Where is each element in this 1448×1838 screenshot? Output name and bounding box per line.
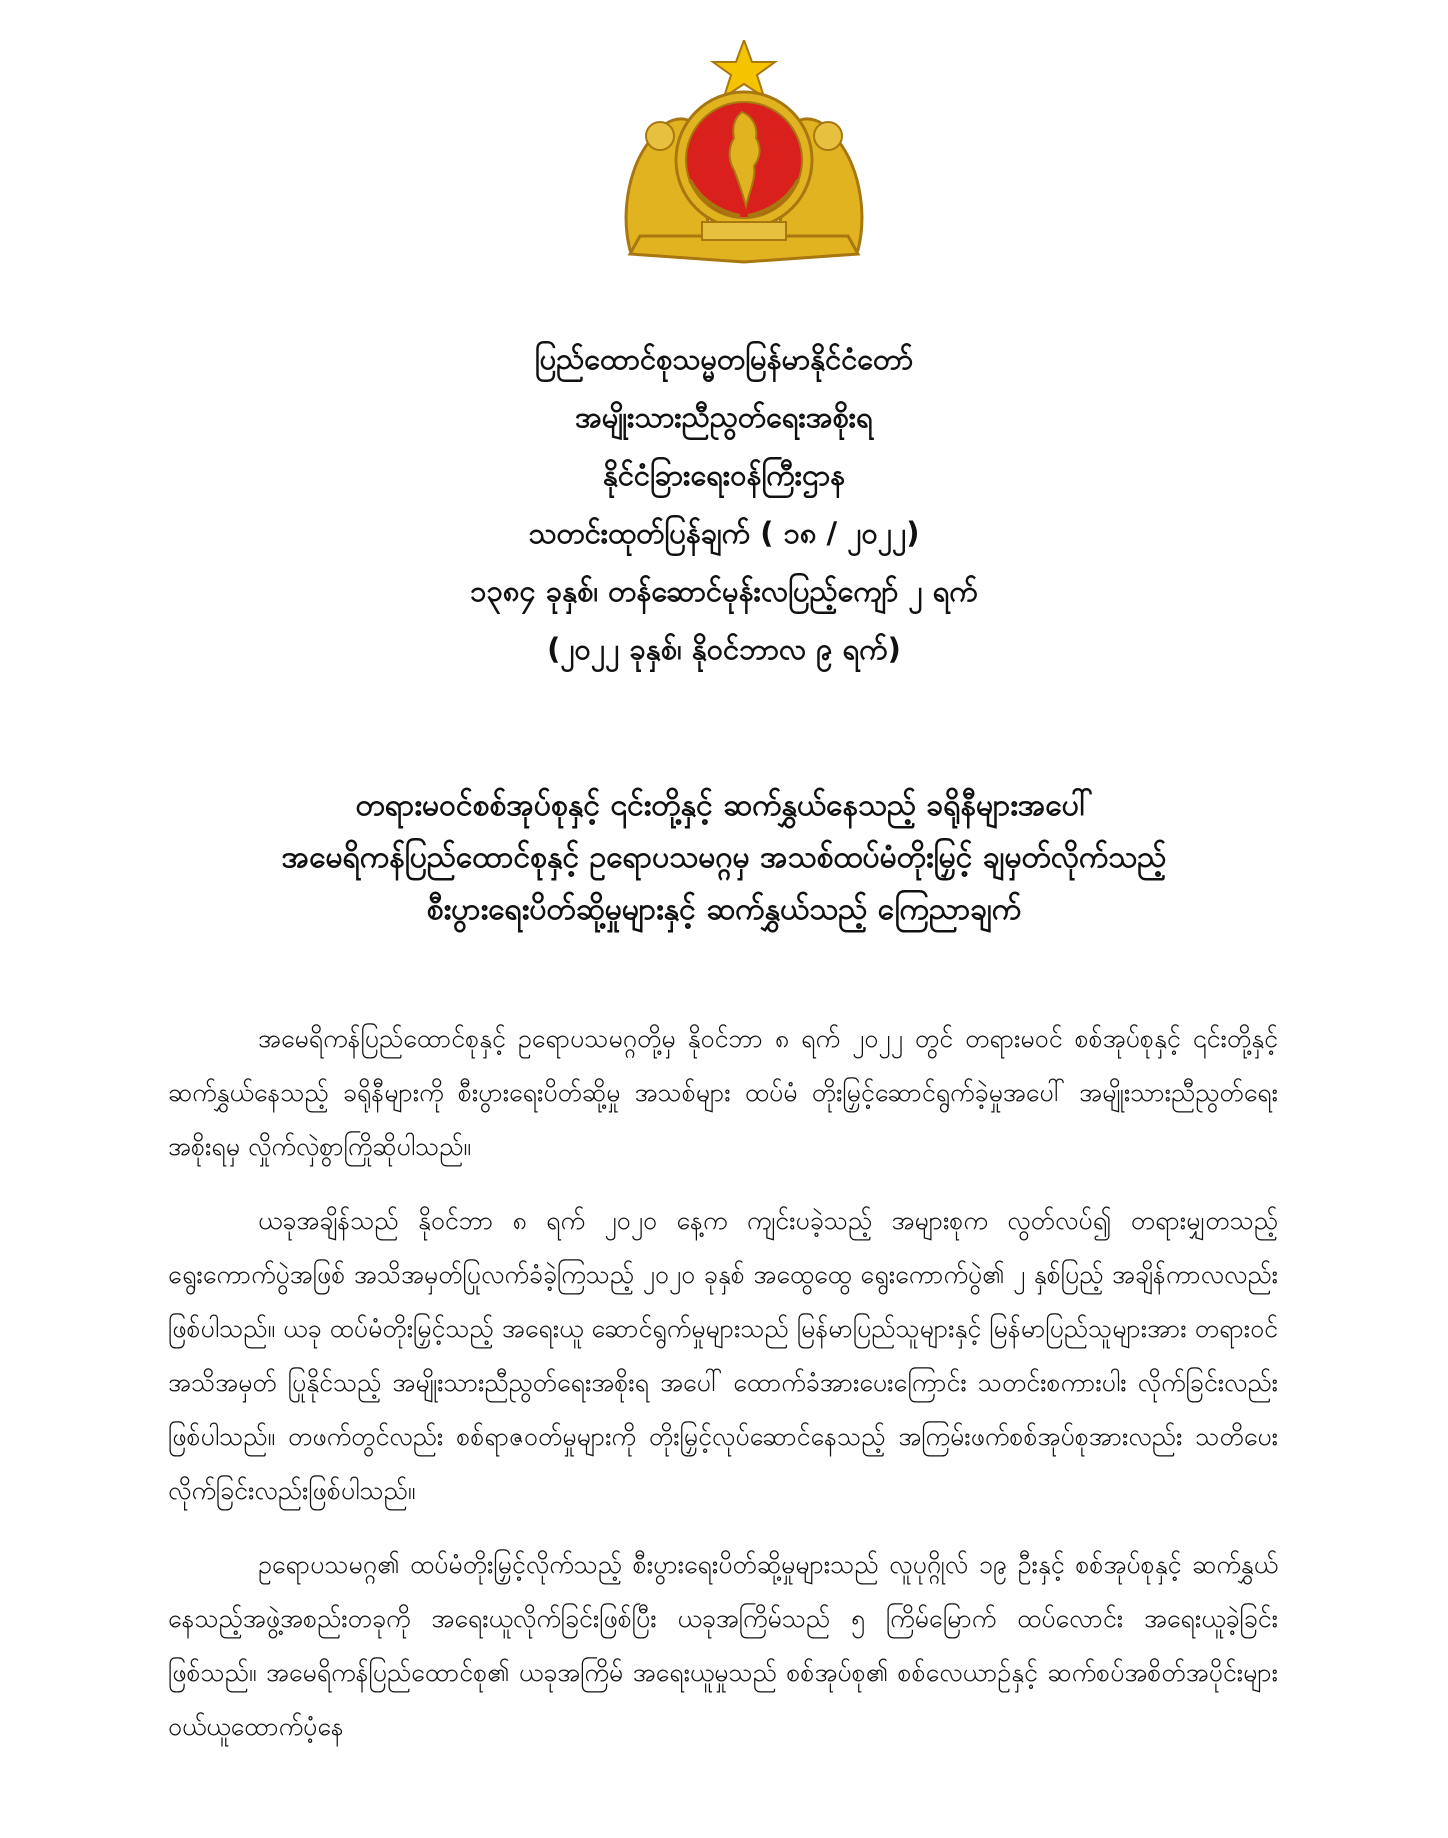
paragraph-1: အမေရိကန်ပြည်ထောင်စုနှင့် ဥရောပသမဂ္ဂတို့မှ နိုဝင်ဘာ ၈ ရက် ၂၀၂၂ တွင် တရားမဝင် စစ်အုပ်စုနှင့် ၎င်းတို့နှင့်ဆက်နွှယ်နေသည့် ခရိုနီများကို စီးပွားရေးပိတ်ဆို့မှု အသစ်များ ထပ်မံ တိုးမြှင့်ဆောင်ရွက်ခဲ့မှုအပေါ် အမျိုးသားညီညွတ်ရေးအစိုးရမှ လှိုက်လှဲစွာကြိုဆိုပါသည်။ <box>168 1024 1278 1161</box>
document-header <box>0 330 1448 678</box>
paragraph-3: ဥရောပသမဂ္ဂ၏ ထပ်မံတိုးမြှင့်လိုက်သည့် စီးပွားရေးပိတ်ဆို့မှုများသည် လူပုဂ္ဂိုလ် ၁၉ ဦးနှင့် စစ်အုပ်စုနှင့် ဆက်နွှယ်နေသည့်အဖွဲ့အစည်းတခုကို အရေးယူလိုက်ခြင်းဖြစ်ပြီး ယခုအကြိမ်သည် ၅ ကြိမ်မြောက် ထပ်လောင်း အရေးယူခဲ့ခြင်းဖြစ်သည်။ အမေရိကန်ပြည်ထောင်စု၏ ယခုအကြိမ် အရေးယူမှုသည် စစ်အုပ်စု၏ စစ်လေယာဉ်နှင့် ဆက်စပ်အစိတ်အပိုင်းများ ဝယ်ယူထောက်ပံ့နေ <box>168 1550 1278 1741</box>
state-seal-icon <box>610 40 878 264</box>
title-line-3: စီးပွားရေးပိတ်ဆို့မှုများနှင့် ဆက်နွှယ်သည့် ကြေညာချက် <box>426 892 1022 927</box>
title-line-2: အမေရိကန်ပြည်ထောင်စုနှင့် ဥရောပသမဂ္ဂမှ အသစ်ထပ်မံတိုးမြှင့် ချမှတ်လိုက်သည့် <box>281 840 1167 875</box>
paragraph-2: ယခုအချိန်သည် နိုဝင်ဘာ ၈ ရက် ၂၀၂၀ နေ့က ကျင်းပခဲ့သည့် အများစုက လွတ်လပ်၍ တရားမျှတသည့် ရွေးကောက်ပွဲအဖြစ် အသိအမှတ်ပြုလက်ခံခဲ့ကြသည့် ၂၀၂၀ ခုနှစ် အထွေထွေ ရွေးကောက်ပွဲ၏ ၂ နှစ်ပြည့် အချိန်ကာလလည်းဖြစ်ပါသည်။ ယခု ထပ်မံတိုးမြှင့်သည့် အရေးယူ ဆောင်ရွက်မှုများသည် မြန်မာပြည်သူများနှင့် မြန်မာပြည်သူများအား တရားဝင်အသိအမှတ် ပြုနိုင်သည့် အမျိုးသားညီညွတ်ရေးအစိုးရ အပေါ် ထောက်ခံအားပေးကြောင်း သတင်းစကားပါး လိုက်ခြင်းလည်းဖြစ်ပါသည်။ တဖက်တွင်လည်း စစ်ရာဇဝတ်မှုများကို တိုးမြှင့်လုပ်ဆောင်နေသည့် အကြမ်းဖက်စစ်အုပ်စုအားလည်း သတိပေးလိုက်ခြင်းလည်းဖြစ်ပါသည်။ <box>168 1206 1278 1505</box>
gregorian-date: (၂၀၂၂ ခုနှစ်၊ နိုဝင်ဘာလ ၉ ရက်) <box>547 632 901 666</box>
myanmar-calendar-date: ၁၃၈၄ ခုနှစ်၊ တန်ဆောင်မုန်းလပြည့်ကျော် ၂ ရက် <box>470 574 978 608</box>
state-seal-emblem <box>610 40 878 264</box>
statement-title <box>0 780 1448 936</box>
country-name: ပြည်ထောင်စုသမ္မတမြန်မာနိုင်ငံတော် <box>534 342 914 376</box>
government-name: အမျိုးသားညီညွတ်ရေးအစိုးရ <box>575 400 873 434</box>
star-icon <box>713 40 775 97</box>
press-release-number: သတင်းထုတ်ပြန်ချက် ( ၁၈ / ၂၀၂၂) <box>528 516 920 550</box>
statement-body <box>168 1012 1278 1774</box>
title-line-1: တရားမဝင်စစ်အုပ်စုနှင့် ၎င်းတို့နှင့် ဆက်နွှယ်နေသည့် ခရိုနီများအပေါ် <box>355 788 1093 823</box>
ministry-name: နိုင်ငံခြားရေးဝန်ကြီးဌာန <box>602 458 846 492</box>
